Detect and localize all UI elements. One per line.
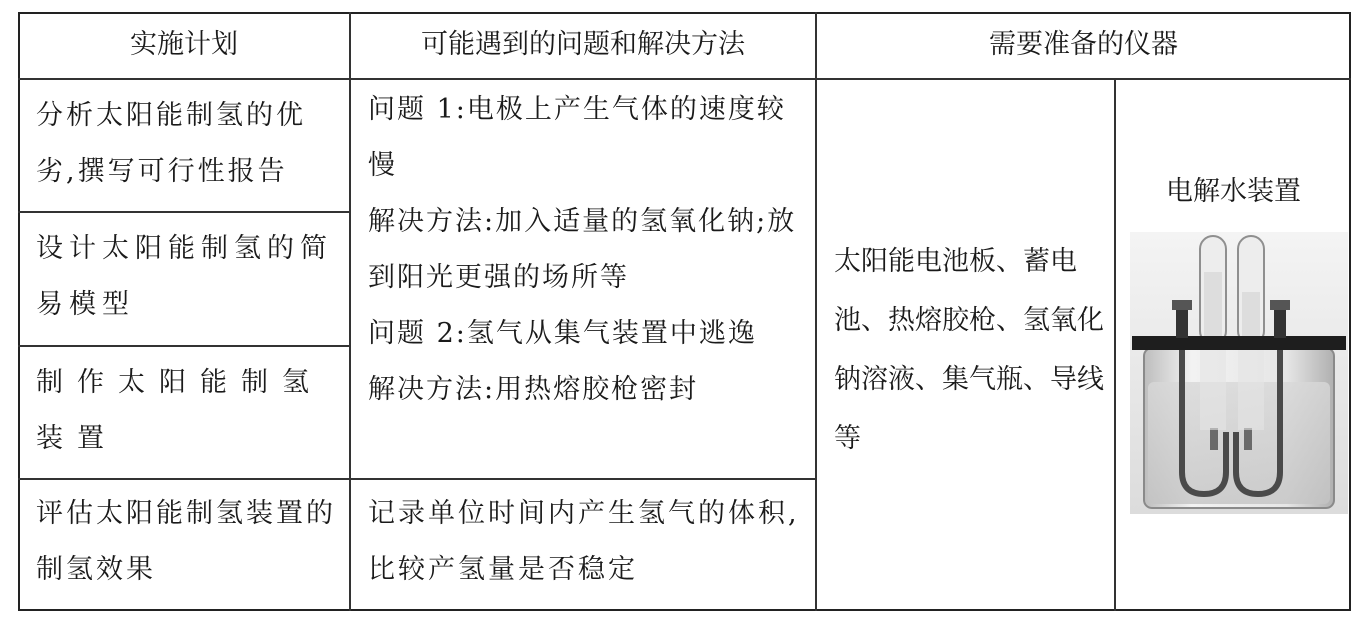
- column-divider-2: [815, 12, 817, 611]
- column-divider-3: [1114, 80, 1116, 611]
- solution-2: 解决方法:用热熔胶枪密封: [368, 374, 699, 405]
- solution-1: 解决方法:加入适量的氢氧化钠;放到阳光更强的场所等: [368, 206, 797, 293]
- apparatus-label: 电解水装置: [1166, 176, 1301, 207]
- problem-1: 问题 1:电极上产生气体的速度较慢: [368, 94, 786, 181]
- equipment-list: 太阳能电池板、蓄电池、热熔胶枪、氢氧化钠溶液、集气瓶、导线等: [834, 246, 1104, 454]
- header-problems: 可能遇到的问题和解决方法: [421, 29, 745, 60]
- column-divider-1: [349, 12, 351, 611]
- plan-cell-3: 制作太阳能制氢装置: [36, 367, 323, 454]
- problem-2: 问题 2:氢气从集气装置中逃逸: [368, 318, 757, 349]
- problems-cell: [368, 80, 808, 478]
- electrolysis-apparatus-image: [1130, 232, 1348, 514]
- header-plan: 实施计划: [130, 29, 238, 60]
- plan-cell-2: 设计太阳能制氢的简易模型: [36, 233, 333, 320]
- evaluation-cell: 记录单位时间内产生氢气的体积,比较产氢量是否稳定: [368, 498, 800, 585]
- header-equipment: 需要准备的仪器: [989, 29, 1178, 60]
- plan-cell-1: 分析太阳能制氢的优劣,撰写可行性报告: [36, 100, 306, 187]
- plan-cell-4: 评估太阳能制氢装置的制氢效果: [36, 498, 336, 585]
